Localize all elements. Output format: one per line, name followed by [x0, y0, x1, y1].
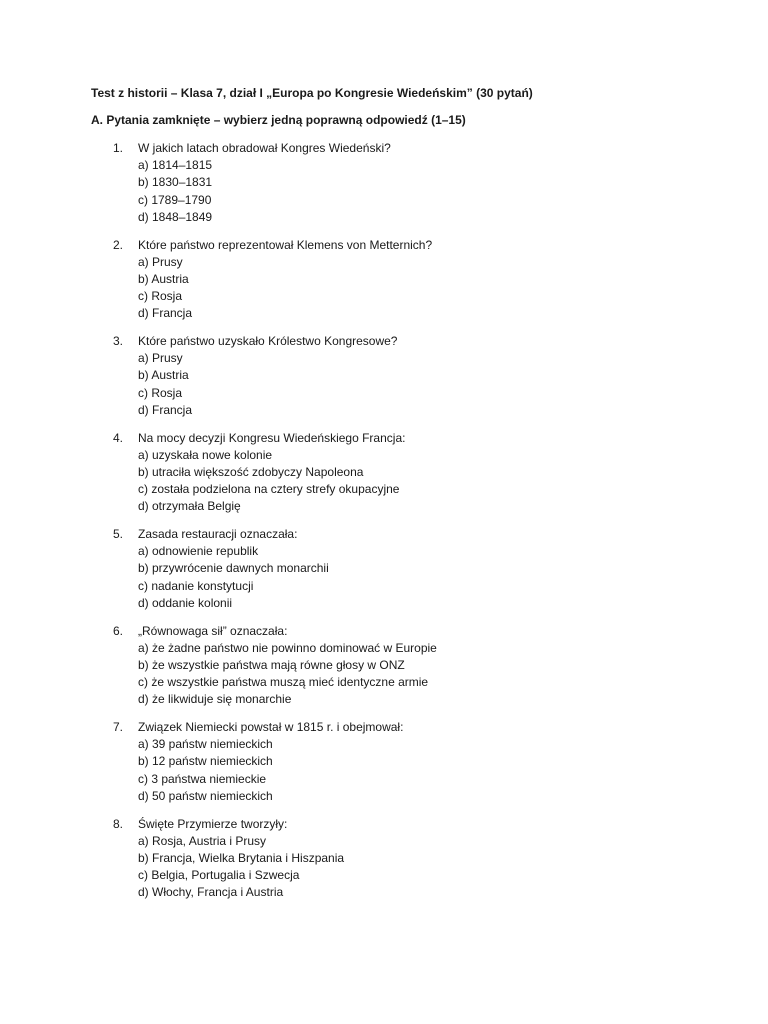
answer-option: d) otrzymała Belgię — [138, 499, 241, 514]
answer-option: d) 1848–1849 — [138, 209, 213, 224]
answer-option: d) oddanie kolonii — [138, 595, 233, 610]
answer-option: d) Francja — [138, 306, 193, 321]
question-text: Święte Przymierze tworzyły: — [138, 816, 288, 831]
answer-option: b) 12 państw niemieckich — [138, 754, 273, 769]
question-text: Zasada restauracji oznaczała: — [138, 527, 298, 541]
answer-options — [138, 736, 273, 805]
answer-options — [138, 254, 192, 323]
question-number: 7. — [113, 720, 124, 734]
answer-option: b) utraciła większość zdobyczy Napoleona — [138, 464, 364, 479]
answer-option: a) odnowienie republik — [138, 544, 259, 559]
answer-option: d) 50 państw niemieckich — [138, 788, 273, 803]
question-text: „Równowaga sił” oznaczała: — [138, 623, 288, 638]
answer-option: b) Austria — [138, 368, 189, 383]
answer-option: b) przywrócenie dawnych monarchii — [138, 561, 329, 576]
answer-option: b) że wszystkie państwa mają równe głosy w ONZ — [138, 657, 405, 672]
question-text: W jakich latach obradował Kongres Wiedeński? — [138, 141, 391, 155]
answer-option: a) że żadne państwo nie powinno dominować w Europie — [138, 640, 437, 655]
answer-option: c) została podzielona na cztery strefy okupacyjne — [138, 482, 400, 497]
answer-option: a) uzyskała nowe kolonie — [138, 447, 273, 462]
answer-option: b) Austria — [138, 271, 189, 286]
answer-option: c) nadanie konstytucji — [138, 578, 254, 593]
question-number: 2. — [113, 237, 124, 252]
answer-option: d) Francja — [138, 402, 193, 417]
answer-options — [138, 640, 437, 709]
answer-option: a) Rosja, Austria i Prusy — [138, 833, 267, 848]
answer-options — [138, 157, 212, 226]
answer-option: c) Rosja — [138, 385, 183, 400]
section-heading: A. Pytania zamknięte – wybierz jedną poprawną odpowiedź (1–15) — [91, 113, 466, 127]
document-title: Test z historii – Klasa 7, dział I „Europa po Kongresie Wiedeńskim” (30 pytań) — [91, 86, 533, 100]
answer-option: c) 3 państwa niemieckie — [138, 771, 267, 786]
question-number: 6. — [113, 623, 124, 638]
answer-option: c) że wszystkie państwa muszą mieć identyczne armie — [138, 675, 429, 690]
answer-option: a) Prusy — [138, 254, 183, 269]
answer-option: b) Francja, Wielka Brytania i Hiszpania — [138, 850, 345, 865]
question-number: 8. — [113, 816, 124, 831]
answer-options — [138, 833, 344, 902]
question-text: Na mocy decyzji Kongresu Wiedeńskiego Francja: — [138, 430, 406, 445]
question-number: 1. — [113, 141, 124, 155]
answer-option: b) 1830–1831 — [138, 175, 213, 190]
answer-option: c) Belgia, Portugalia i Szwecja — [138, 868, 300, 883]
question-number: 3. — [113, 334, 124, 348]
question-number: 5. — [113, 527, 124, 541]
answer-options — [138, 447, 399, 516]
question-text: Które państwo uzyskało Królestwo Kongresowe? — [138, 334, 398, 348]
answer-option: c) Rosja — [138, 289, 183, 304]
answer-option: d) że likwiduje się monarchie — [138, 692, 292, 707]
answer-option: c) 1789–1790 — [138, 192, 212, 207]
question-text: Związek Niemiecki powstał w 1815 r. i obejmował: — [138, 720, 404, 734]
answer-options — [138, 350, 192, 419]
answer-option: d) Włochy, Francja i Austria — [138, 885, 284, 900]
answer-option: a) Prusy — [138, 351, 183, 366]
question-number: 4. — [113, 430, 124, 445]
question-text: Które państwo reprezentował Klemens von Metternich? — [138, 237, 433, 252]
answer-options — [138, 543, 329, 612]
answer-option: a) 39 państw niemieckich — [138, 737, 273, 752]
answer-option: a) 1814–1815 — [138, 158, 213, 173]
